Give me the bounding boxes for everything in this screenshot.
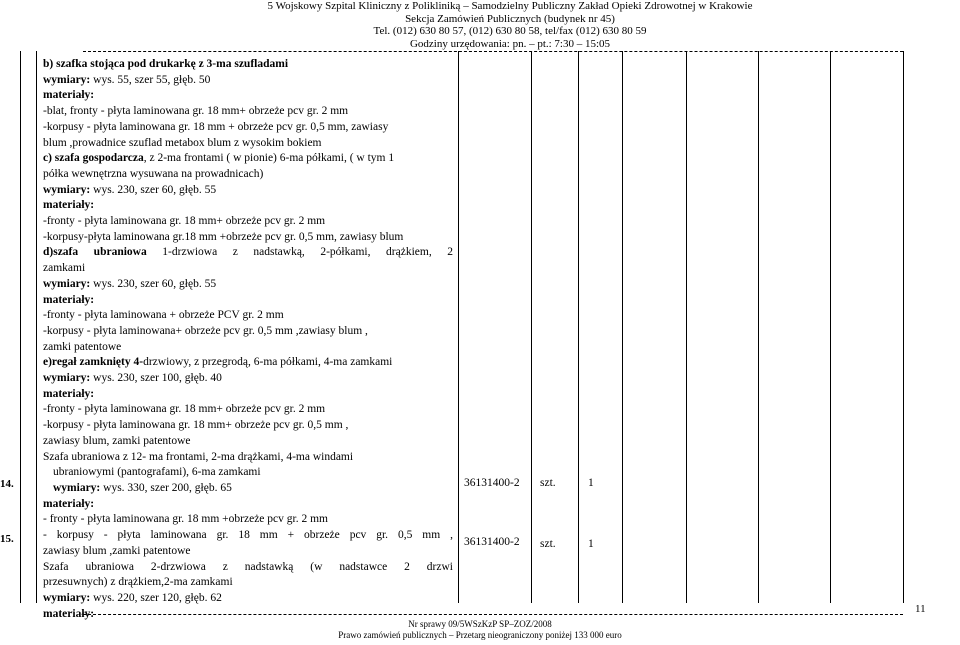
- item-description: [43, 57, 453, 622]
- materials-line: zamki patentowe: [43, 340, 122, 353]
- page-header: [250, 0, 770, 50]
- materials-line: -korpusy - płyta laminowana gr. 18 mm + obrzeże pcv gr. 0,5 mm, zawiasy: [43, 120, 389, 133]
- item-title: Szafa ubraniowa 2-drzwiowa z nadstawką (w nadstawce 2 drzwi: [43, 560, 453, 573]
- procedure-type: Prawo zamówień publicznych – Przetarg nieograniczony poniżej 133 000 euro: [338, 630, 622, 640]
- page-footer: [300, 619, 660, 641]
- materials-line: -fronty - płyta laminowana + obrzeże PCV gr. 2 mm: [43, 309, 284, 322]
- item-title: Szafa ubraniowa z 12- ma frontami, 2-ma drążkami, 4-ma windami: [43, 450, 354, 463]
- materials-line: - fronty - płyta laminowana gr. 18 mm +obrzeże pcv gr. 2 mm: [43, 513, 328, 526]
- subitem-text: , z 2-ma frontami ( w pionie) 6-ma półkami, ( w tym 1: [143, 152, 395, 165]
- column-divider: [578, 51, 579, 603]
- subitem-text: drzwiowy, z przegrodą, 6-ma półkami, 4-ma zamkami: [143, 356, 393, 369]
- dimensions-label: wymiary:: [53, 481, 101, 494]
- dimensions-label: wymiary:: [43, 183, 91, 196]
- column-divider: [903, 51, 904, 603]
- materials-label: materiały:: [43, 199, 95, 212]
- materials-line: -blat, fronty - płyta laminowana gr. 18 mm+ obrzeże pcv gr. 2 mm: [43, 105, 349, 118]
- quantity: 1: [588, 477, 594, 489]
- materials-label: materiały:: [43, 89, 95, 102]
- row-number: 14.: [0, 478, 14, 490]
- subitem-heading: b) szafka stojąca pod drukarkę z 3-ma szufladami: [43, 58, 289, 70]
- column-divider: [686, 51, 687, 603]
- materials-line: - korpusy - płyta laminowana gr. 18 mm + obrzeże pcv gr. 0,5 mm ,: [43, 529, 453, 542]
- quantity: 1: [588, 538, 594, 550]
- dimensions-label: wymiary:: [43, 277, 91, 290]
- column-divider: [830, 51, 831, 603]
- materials-line: -fronty - płyta laminowana gr. 18 mm+ obrzeże pcv gr. 2 mm: [43, 215, 326, 228]
- column-divider: [531, 51, 532, 603]
- materials-label: materiały:: [43, 387, 95, 400]
- column-divider: [758, 51, 759, 603]
- materials-label: materiały:: [43, 607, 95, 620]
- unit: szt.: [540, 477, 556, 489]
- materials-line: -korpusy - płyta laminowana+ obrzeże pcv gr. 0,5 mm ,zawiasy blum ,: [43, 324, 368, 337]
- cpv-code: 36131400-2: [464, 477, 520, 489]
- column-divider: [622, 51, 623, 603]
- subitem-heading: d)szafa ubraniowa: [43, 246, 147, 259]
- header-rule: [83, 51, 903, 52]
- dimensions-value: wys. 230, szer 60, głęb. 55: [90, 277, 217, 290]
- materials-line: blum ,prowadnice szuflad metabox blum z wysokim bokiem: [43, 136, 322, 149]
- page-number: 11: [915, 603, 926, 615]
- materials-label: materiały:: [43, 497, 95, 510]
- dimensions-value: wys. 230, szer 60, głęb. 55: [90, 183, 217, 196]
- unit: szt.: [540, 538, 556, 550]
- subitem-heading: e)regał zamknięty 4-: [43, 356, 144, 369]
- subitem-text: zamkami: [43, 262, 86, 275]
- dimensions-label: wymiary:: [43, 372, 91, 385]
- item-text: przesuwnych) z drążkiem,2-ma zamkami: [43, 576, 233, 589]
- subitem-text: 1-drzwiowa z nadstawką, 2-półkami, drążkiem, 2: [146, 246, 453, 259]
- row-number: 15.: [0, 533, 14, 545]
- dimensions-value: wys. 220, szer 120, głęb. 62: [90, 591, 222, 604]
- dimensions-value: wys. 230, szer 100, głęb. 40: [90, 372, 222, 385]
- header-section: Sekcja Zamówień Publicznych (budynek nr 45): [405, 12, 615, 25]
- materials-line: -korpusy - płyta laminowana gr. 18 mm+ obrzeże pcv gr. 0,5 mm ,: [43, 419, 349, 432]
- dimensions-value: wys. 330, szer 200, głęb. 65: [100, 481, 232, 494]
- case-number: Nr sprawy 09/5WSzKzP SP–ZOZ/2008: [408, 619, 552, 629]
- column-divider: [20, 51, 21, 603]
- subitem-heading: c) szafa gospodarcza: [43, 152, 144, 165]
- header-hours: Godziny urzędowania: pn. – pt.: 7:30 – 15:05: [409, 37, 611, 50]
- item-text: ubraniowymi (pantografami), 6-ma zamkami: [53, 466, 261, 479]
- dimensions-value: wys. 55, szer 55, głęb. 50: [90, 73, 211, 86]
- dimensions-label: wymiary:: [43, 73, 91, 86]
- header-phone: Tel. (012) 630 80 57, (012) 630 80 58, tel/fax (012) 630 80 59: [373, 25, 647, 37]
- materials-line: -fronty - płyta laminowana gr. 18 mm+ obrzeże pcv gr. 2 mm: [43, 403, 326, 416]
- column-divider: [36, 51, 37, 603]
- materials-line: zawiasy blum, zamki patentowe: [43, 434, 191, 447]
- cpv-code: 36131400-2: [464, 536, 520, 548]
- dimensions-label: wymiary:: [43, 591, 91, 604]
- materials-line: -korpusy-płyta laminowana gr.18 mm +obrzeże pcv gr. 0,5 mm, zawiasy blum: [43, 230, 404, 243]
- subitem-text: półka wewnętrzna wysuwana na prowadnicach): [43, 167, 264, 180]
- header-institution: 5 Wojskowy Szpital Kliniczny z Polikliniką – Samodzielny Publiczny Zakład Opieki Zdrowotnej w Krakowie: [267, 0, 753, 12]
- materials-label: materiały:: [43, 293, 95, 306]
- materials-line: zawiasy blum ,zamki patentowe: [43, 544, 191, 557]
- column-divider: [458, 51, 459, 603]
